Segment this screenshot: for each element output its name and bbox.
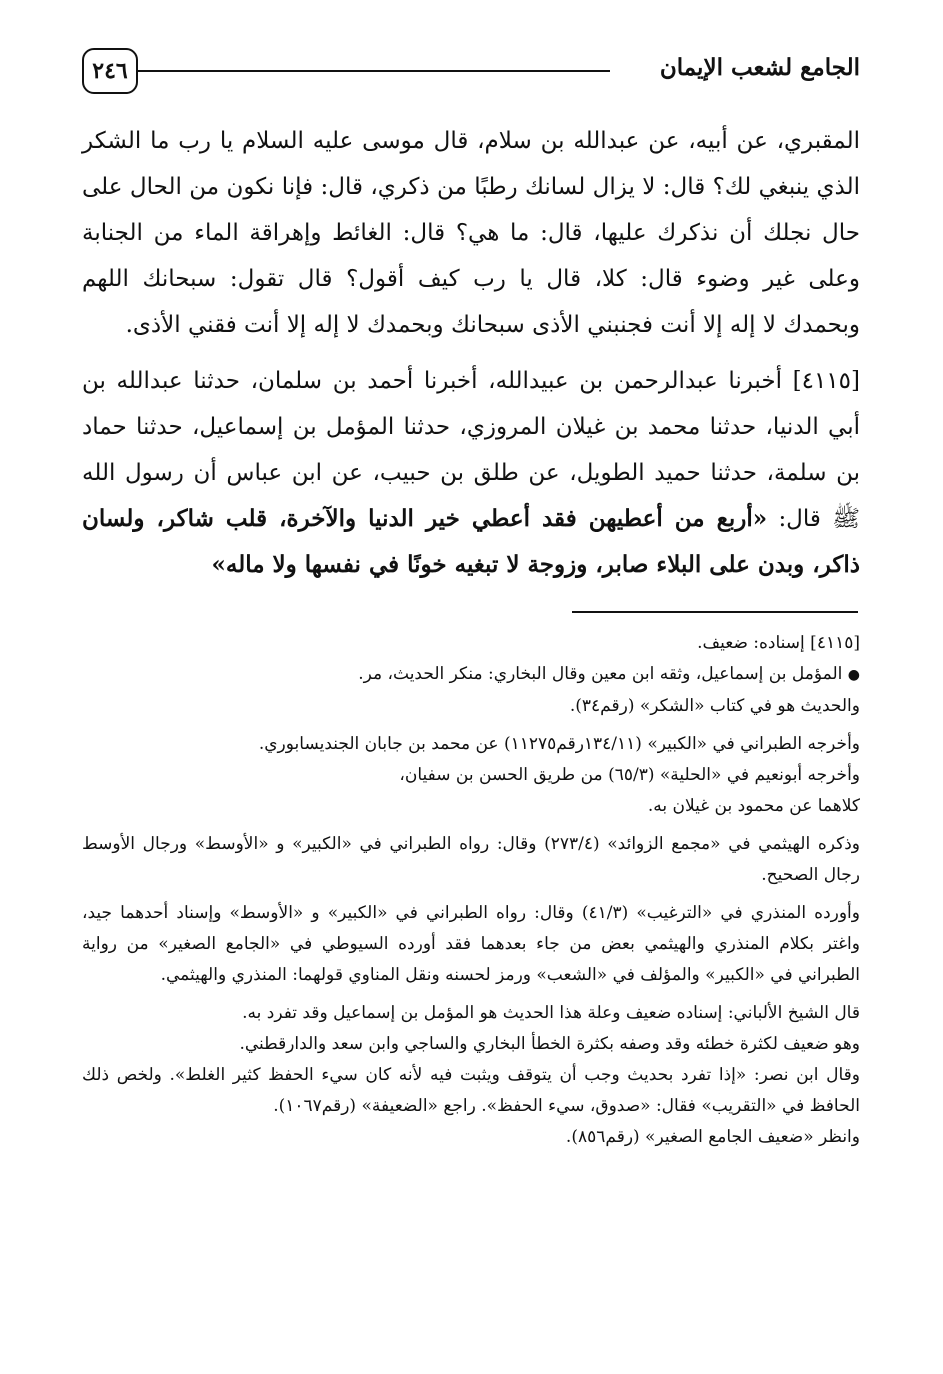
footnote-divider	[572, 611, 858, 613]
header-rule	[138, 70, 610, 72]
footnote-haythami: وذكره الهيثمي في «مجمع الزوائد» (٢٧٣/٤) وقال: رواه الطبراني في «الكبير» و «الأوسط» ورجال الأوسط رجال الصحيح.	[82, 834, 860, 885]
hadith-isnad: [٤١١٥] أخبرنا عبدالرحمن بن عبيدالله، أخبرنا أحمد بن سلمان، حدثنا عبدالله بن أبي الدنيا، حدثنا محمد بن غيلان المروزي، حدثنا المؤمل بن إسماعيل، حدثنا حماد بن سلمة، حدثنا حميد الطويل، عن طلق بن حبيب، عن ابن عباس أن رسول الله ﷺ قال:	[82, 368, 861, 532]
footnote-narrator-text: المؤمل بن إسماعيل، وثقه ابن معين وقال البخاري: منكر الحديث، مر.	[358, 664, 843, 684]
footnote-tabarani: وأخرجه الطبراني في «الكبير» (١٣٤/١١رقم١١٢٧٥) عن محمد بن جابان الجنديسابوري.	[258, 734, 860, 754]
footnote-albani: قال الشيخ الألباني: إسناده ضعيف وعلة هذا الحديث هو المؤمل بن إسماعيل وقد تفرد به.	[242, 1003, 860, 1023]
page-header	[82, 48, 860, 100]
paragraph-continuation: المقبري، عن أبيه، عن عبدالله بن سلام، قال موسى عليه السلام يا رب ما الشكر الذي ينبغي لك؟ قال: لا يزال لسانك رطبًا من ذكري، قال: فإنا نكون من الحال على حال نجلك أن نذكرك عليها، قال: ما هي؟ قال: الغائط وإهراقة الماء من الجنابة وعلى غير وضوء قال: كلا، قال يا رب كيف أقول؟ قال تقول: سبحانك اللهم وبحمدك لا إله إلا أنت فجنبني الأذى سبحانك وبحمدك لا إله إلا أنت فقني الأذى.	[82, 128, 860, 338]
page-number: ٢٤٦	[82, 48, 138, 94]
footnote-see-also: وانظر «ضعيف الجامع الصغير» (رقم٨٥٦).	[565, 1127, 860, 1147]
footnote-grade: [٤١١٥] إسناده: ضعيف.	[697, 633, 860, 653]
footnote-ibn-nasr: وقال ابن نصر: «إذا تفرد بحديث وجب أن يتوقف ويثبت فيه لأنه كان سيء الحفظ كثير الغلط». ولخص ذلك الحافظ في «التقريب» فقال: «صدوق، سيء الحفظ». راجع «الضعيفة» (رقم١٠٦٧).	[82, 1065, 860, 1116]
footnote-abu-nuaym: وأخرجه أبونعيم في «الحلية» (٦٥/٣) من طريق الحسن بن سفيان،	[399, 765, 860, 785]
footnote-source-shukr: والحديث هو في كتاب «الشكر» (رقم٣٤).	[569, 696, 860, 716]
footnote-mundhiri: وأورده المنذري في «الترغيب» (٤١/٣) وقال: رواه الطبراني في «الكبير» و «الأوسط» وإسناد أحدهما جيد، واغتر بكلام المنذري والهيثمي بعض من جاء بعدهما فقد أورده السيوطي في «الجامع الصغير» من رواية الطبراني في «الكبير» والمؤلف في «الشعب» ورمز لحسنه ونقل المناوي قولهما: المنذري والهيثمي.	[82, 903, 860, 985]
footnote-weakness: وهو ضعيف لكثرة خطئه وقد وصفه بكثرة الخطأ البخاري والساجي وابن سعد والدارقطني.	[239, 1034, 860, 1054]
running-title: الجامع لشعب الإيمان	[659, 54, 860, 81]
main-text	[82, 118, 860, 588]
hadith-text: «أربع من أعطيهن فقد أعطي خير الدنيا والآخرة، قلب شاكر، ولسان ذاكر، وبدن على البلاء صابر، وزوجة لا تبغيه خونًا في نفسها ولا ماله»	[82, 505, 860, 578]
footnotes	[82, 628, 860, 1153]
footnote-narrator	[82, 659, 860, 691]
bullet-icon: ●	[847, 667, 860, 683]
footnote-both: كلاهما عن محمود بن غيلان به.	[647, 796, 860, 816]
paragraph-hadith-4115	[82, 358, 860, 588]
